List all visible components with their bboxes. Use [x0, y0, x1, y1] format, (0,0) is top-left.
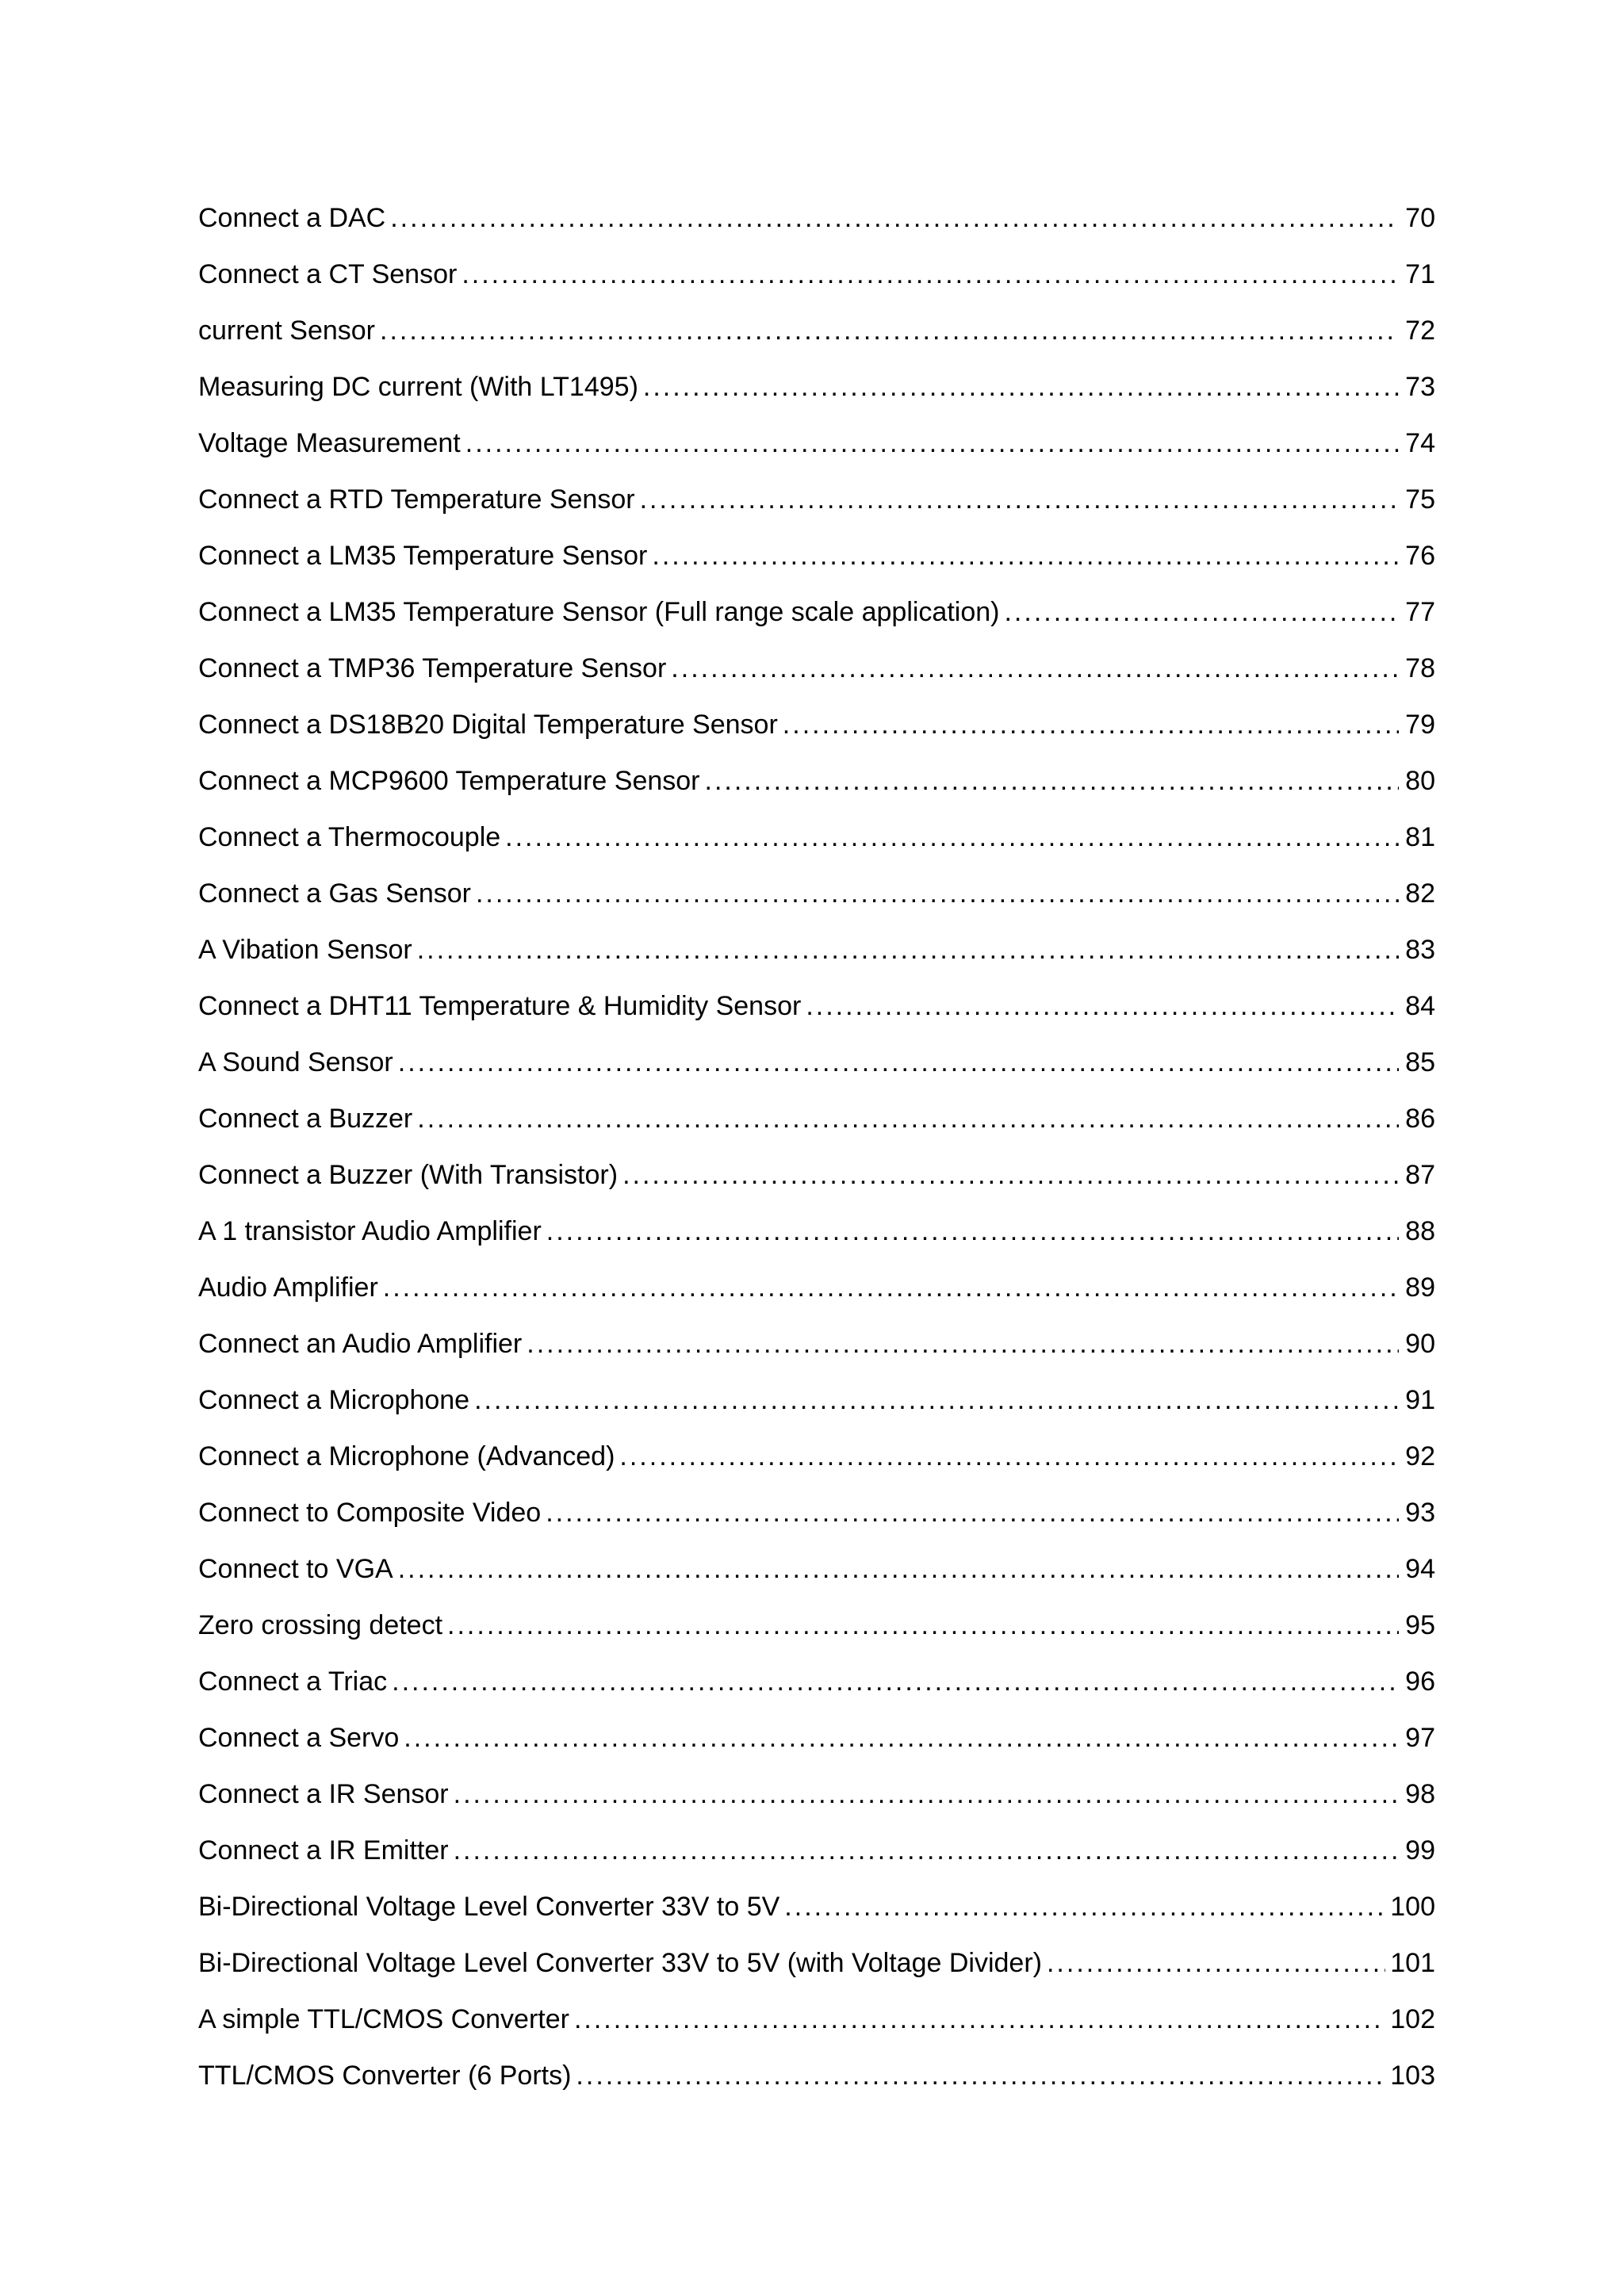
toc-dot-leader — [643, 359, 1399, 415]
toc-dot-leader — [505, 809, 1399, 866]
toc-entry[interactable] — [198, 1091, 1435, 1147]
toc-entry[interactable] — [198, 190, 1435, 247]
toc-entry-title[interactable]: Connect a Microphone — [198, 1385, 470, 1415]
toc-entry-title[interactable]: Voltage Measurement — [198, 428, 461, 458]
toc-entry-page-number[interactable]: 85 — [1405, 1047, 1435, 1077]
toc-entry-title[interactable]: Connect a Microphone (Advanced) — [198, 1441, 615, 1471]
toc-dot-leader — [619, 1429, 1399, 1485]
toc-entry-page-number[interactable]: 99 — [1405, 1835, 1435, 1866]
toc-entry-title[interactable]: Connect a DAC — [198, 203, 386, 233]
toc-entry-title[interactable]: Bi-Directional Voltage Level Converter 33V to 5V (with Voltage Divider) — [198, 1948, 1042, 1978]
toc-dot-leader — [454, 1823, 1399, 1879]
toc-entry-title[interactable]: Connect a RTD Temperature Sensor — [198, 484, 635, 515]
toc-entry[interactable] — [198, 641, 1435, 697]
toc-entry[interactable] — [198, 359, 1435, 415]
toc-entry-page-number[interactable]: 91 — [1405, 1385, 1435, 1415]
toc-entry[interactable] — [198, 247, 1435, 303]
toc-entry-page-number[interactable]: 76 — [1405, 541, 1435, 571]
toc-entry-page-number[interactable]: 71 — [1405, 259, 1435, 289]
toc-entry-title[interactable]: Connect a TMP36 Temperature Sensor — [198, 653, 667, 683]
toc-entry-title[interactable]: current Sensor — [198, 316, 375, 346]
toc-dot-leader — [622, 1147, 1399, 1203]
toc-entry-page-number[interactable]: 89 — [1405, 1272, 1435, 1303]
toc-entry-page-number[interactable]: 92 — [1405, 1441, 1435, 1471]
toc-entry-page-number[interactable]: 102 — [1390, 2004, 1435, 2034]
toc-dot-leader — [383, 1260, 1399, 1316]
toc-dot-leader — [476, 866, 1399, 922]
toc-entry-page-number[interactable]: 81 — [1405, 822, 1435, 852]
toc-entry-page-number[interactable]: 93 — [1405, 1498, 1435, 1528]
toc-entry-page-number[interactable]: 70 — [1405, 203, 1435, 233]
toc-dot-leader — [1004, 584, 1399, 641]
toc-dot-leader — [465, 415, 1399, 472]
toc-entry[interactable] — [198, 1035, 1435, 1091]
toc-entry-page-number[interactable]: 79 — [1405, 710, 1435, 740]
toc-dot-leader — [398, 1035, 1399, 1091]
toc-entry-title[interactable]: A Vibation Sensor — [198, 935, 412, 965]
toc-dot-leader — [640, 472, 1399, 528]
toc-entry[interactable] — [198, 753, 1435, 809]
toc-entry-page-number[interactable]: 74 — [1405, 428, 1435, 458]
toc-entry-page-number[interactable]: 80 — [1405, 766, 1435, 796]
toc-entry[interactable] — [198, 922, 1435, 978]
toc-entry-page-number[interactable]: 78 — [1405, 653, 1435, 683]
toc-entry[interactable] — [198, 584, 1435, 641]
toc-entry[interactable] — [198, 472, 1435, 528]
toc-entry[interactable] — [198, 1766, 1435, 1823]
toc-entry-page-number[interactable]: 87 — [1405, 1160, 1435, 1190]
toc-entry[interactable] — [198, 303, 1435, 359]
toc-entry[interactable] — [198, 2048, 1435, 2104]
toc-entry-page-number[interactable]: 90 — [1405, 1329, 1435, 1359]
toc-entry-title[interactable]: Connect a IR Sensor — [198, 1779, 449, 1809]
toc-entry-page-number[interactable]: 84 — [1405, 991, 1435, 1021]
toc-entry[interactable] — [198, 1598, 1435, 1654]
toc-dot-leader — [1047, 1935, 1385, 1992]
toc-entry[interactable] — [198, 1710, 1435, 1766]
toc-entry[interactable] — [198, 1372, 1435, 1429]
toc-entry-page-number[interactable]: 83 — [1405, 935, 1435, 965]
toc-entry[interactable] — [198, 1429, 1435, 1485]
toc-entry-page-number[interactable]: 73 — [1405, 372, 1435, 402]
toc-entry-page-number[interactable]: 101 — [1390, 1948, 1435, 1978]
toc-dot-leader — [705, 753, 1399, 809]
toc-entry-title[interactable]: Measuring DC current (With LT1495) — [198, 372, 638, 402]
toc-entry-title[interactable]: Connect a Thermocouple — [198, 822, 501, 852]
toc-entry-title[interactable]: Connect a Servo — [198, 1723, 400, 1753]
toc-dot-leader — [527, 1316, 1399, 1372]
toc-entry-page-number[interactable]: 95 — [1405, 1610, 1435, 1640]
toc-entry-title[interactable]: A 1 transistor Audio Amplifier — [198, 1216, 542, 1246]
toc-entry[interactable] — [198, 415, 1435, 472]
toc-entry[interactable] — [198, 1203, 1435, 1260]
toc-entry[interactable] — [198, 1541, 1435, 1598]
toc-dot-leader — [806, 978, 1399, 1035]
toc-entry-title[interactable]: Connect a MCP9600 Temperature Sensor — [198, 766, 700, 796]
toc-dot-leader — [546, 1485, 1399, 1541]
toc-entry-title[interactable]: Connect a LM35 Temperature Sensor — [198, 541, 648, 571]
toc-entry-title[interactable]: Connect a DHT11 Temperature & Humidity Sensor — [198, 991, 802, 1021]
toc-dot-leader — [380, 303, 1399, 359]
toc-dot-leader — [783, 697, 1399, 753]
toc-entry-title[interactable]: Connect a Buzzer — [198, 1104, 413, 1134]
toc-dot-leader — [417, 922, 1399, 978]
toc-entry[interactable] — [198, 1654, 1435, 1710]
toc-dot-leader — [474, 1372, 1399, 1429]
toc-dot-leader — [390, 190, 1399, 247]
toc-entry-page-number[interactable]: 75 — [1405, 484, 1435, 515]
toc-dot-leader — [671, 641, 1399, 697]
toc-dot-leader — [462, 247, 1399, 303]
toc-entry[interactable] — [198, 866, 1435, 922]
toc-dot-leader — [398, 1541, 1399, 1598]
toc-entry-title[interactable]: Connect to VGA — [198, 1554, 393, 1584]
toc-entry-title[interactable]: Connect to Composite Video — [198, 1498, 542, 1528]
toc-entry-title[interactable]: A Sound Sensor — [198, 1047, 393, 1077]
toc-entry-title[interactable]: TTL/CMOS Converter (6 Ports) — [198, 2061, 572, 2091]
toc-entry[interactable] — [198, 528, 1435, 584]
toc-entry[interactable] — [198, 1316, 1435, 1372]
toc-entry-page-number[interactable]: 88 — [1405, 1216, 1435, 1246]
toc-entry[interactable] — [198, 1485, 1435, 1541]
toc-entry-page-number[interactable]: 72 — [1405, 316, 1435, 346]
toc-entry-page-number[interactable]: 98 — [1405, 1779, 1435, 1809]
toc-entry-title[interactable]: A simple TTL/CMOS Converter — [198, 2004, 569, 2034]
toc-dot-leader — [652, 528, 1399, 584]
toc-entry[interactable] — [198, 1260, 1435, 1316]
toc-entry-page-number[interactable]: 100 — [1390, 1892, 1435, 1922]
toc-entry-title[interactable]: Connect a Gas Sensor — [198, 878, 471, 909]
toc-entry-page-number[interactable]: 97 — [1405, 1723, 1435, 1753]
toc-entry-title[interactable]: Connect a Buzzer (With Transistor) — [198, 1160, 619, 1190]
toc-entry-title[interactable]: Connect a CT Sensor — [198, 259, 458, 289]
toc-entry-title[interactable]: Audio Amplifier — [198, 1272, 378, 1303]
toc-entry[interactable] — [198, 1879, 1435, 1935]
toc-dot-leader — [417, 1091, 1399, 1147]
toc-dot-leader — [574, 1992, 1385, 2048]
toc-entry[interactable] — [198, 809, 1435, 866]
toc-entry-page-number[interactable]: 96 — [1405, 1667, 1435, 1697]
toc-dot-leader — [454, 1766, 1399, 1823]
toc-entry[interactable] — [198, 697, 1435, 753]
toc-dot-leader — [784, 1879, 1385, 1935]
toc-entry-page-number[interactable]: 77 — [1405, 597, 1435, 627]
toc-entry-title[interactable]: Zero crossing detect — [198, 1610, 443, 1640]
toc-entry-page-number[interactable]: 86 — [1405, 1104, 1435, 1134]
toc-entry[interactable] — [198, 1992, 1435, 2048]
toc-entry-title[interactable]: Connect a IR Emitter — [198, 1835, 449, 1866]
toc-entry-page-number[interactable]: 103 — [1390, 2061, 1435, 2091]
toc-dot-leader — [546, 1203, 1399, 1260]
toc-dot-leader — [404, 1710, 1399, 1766]
toc-entry[interactable] — [198, 978, 1435, 1035]
toc-entry[interactable] — [198, 1823, 1435, 1879]
toc-entry-page-number[interactable]: 82 — [1405, 878, 1435, 909]
toc-entry-title[interactable]: Connect a DS18B20 Digital Temperature Sensor — [198, 710, 778, 740]
toc-entry-page-number[interactable]: 94 — [1405, 1554, 1435, 1584]
toc-dot-leader — [392, 1654, 1399, 1710]
toc-entry-title[interactable]: Connect an Audio Amplifier — [198, 1329, 523, 1359]
toc-entry[interactable] — [198, 1935, 1435, 1992]
toc-dot-leader — [447, 1598, 1399, 1654]
toc-dot-leader — [576, 2048, 1385, 2104]
toc-entry-title[interactable]: Connect a Triac — [198, 1667, 388, 1697]
table-of-contents — [198, 190, 1435, 2104]
toc-entry[interactable] — [198, 1147, 1435, 1203]
toc-entry-title[interactable]: Connect a LM35 Temperature Sensor (Full range scale application) — [198, 597, 1000, 627]
toc-entry-title[interactable]: Bi-Directional Voltage Level Converter 33V to 5V — [198, 1892, 780, 1922]
